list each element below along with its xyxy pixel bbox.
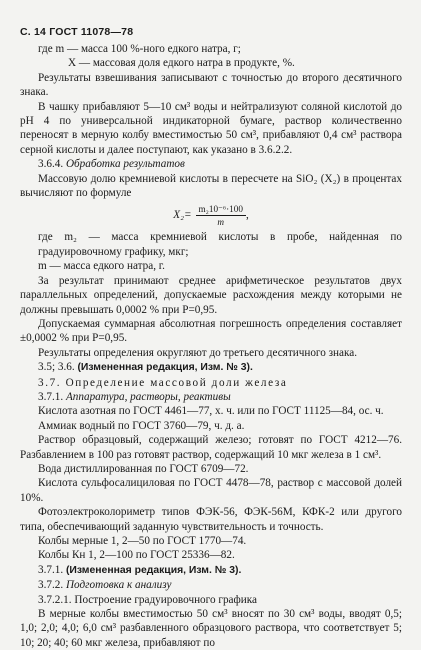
formula — [20, 201, 402, 229]
document-body — [20, 42, 402, 650]
list-item: Колбы Кн 1, 2—100 по ГОСТ 25336—82. — [38, 549, 235, 562]
section-title: Обработка результатов — [65, 158, 185, 171]
definition-x: X — массовая доля едкого натра в продукте, %. — [68, 57, 295, 70]
list-item: Фотоэлектроколориметр типов ФЭК-56, ФЭК-56М, КФК-2 или другого типа, обеспечивающий заданную чувствительность и точность. — [20, 506, 402, 533]
paragraph: В мерные колбы вместимостью 50 см³ вносят по 30 см³ воды, вводят 0,5; 1,0; 2,0; 4,0; 6,0 см³ разбавленного образцового раствора, что соответствует 5; 10; 20; 40; 60 мкг железа, прибавляют по — [20, 608, 402, 649]
paragraph: В чашку прибавляют 5—10 см³ воды и нейтрализуют соляной кислотой до pH 4 по универсальной индикаторной бумаге, раствор количественно переносят в мерную колбу вместимостью 50 см³, прибавляют 0,4 см³ раствора серной кислоты и далее поступают, как указано в 3.6.2.2. — [20, 100, 402, 156]
section-number: 3.6.4. — [38, 158, 64, 171]
section-heading — [20, 390, 402, 404]
paragraph: Результаты определения округляют до третьего десятичного знака. — [38, 346, 358, 359]
list-item: Вода дистиллированная по ГОСТ 6709—72. — [38, 462, 249, 475]
formula-tail: , — [245, 209, 249, 222]
section-number: 3.7.1. — [38, 390, 64, 403]
paragraph: Результаты взвешивания записывают с точностью до второго десятичного знака. — [20, 71, 402, 99]
section-title: Аппаратура, растворы, реактивы — [65, 390, 231, 403]
section-heading: 3.7. Определение массовой доли железа — [38, 376, 288, 389]
list-item: Кислота сульфосалициловая по ГОСТ 4478—78, раствор с массовой долей 10%. — [20, 477, 402, 504]
amendment-text: (Измененная редакция, Изм. № 3). — [65, 564, 242, 576]
formula-denominator: m — [217, 216, 225, 227]
definition-m2: где m₂ — масса кремниевой кислоты в пробе, найденная по градуировочному графику, мкг; — [38, 231, 402, 258]
subsection-heading: 3.7.2.1. Построение градуировочного графика — [38, 593, 257, 606]
formula-numerator: m₂10⁻⁶·100 — [196, 204, 246, 216]
page-header: С. 14 ГОСТ 11078—78 — [20, 26, 134, 38]
amendment-text: (Измененная редакция, Изм. № 3). — [77, 362, 253, 374]
list-item: Аммиак водный по ГОСТ 3760—79, ч. д. а. — [38, 419, 245, 432]
amendment-note — [20, 563, 402, 578]
formula-fraction — [196, 204, 246, 227]
section-heading — [20, 157, 402, 171]
list-item: Кислота азотная по ГОСТ 4461—77, х. ч. или по ГОСТ 11125—84, ос. ч. — [38, 405, 384, 418]
list-item: Раствор образцовый, содержащий железо; готовят по ГОСТ 4212—76. Разбавлением в 100 раз готовят раствор, содержащий 10 мкг железа в 1 см³. — [20, 434, 402, 461]
definition-m: где m — масса 100 %-ного едкого натра, г; — [38, 43, 241, 55]
amendment-ref: 3.5; 3.6. — [38, 361, 75, 374]
amendment-note — [20, 360, 402, 375]
section-number: 3.7.2. — [38, 579, 64, 592]
definition-m: m — масса едкого натра, г. — [38, 260, 165, 273]
amendment-ref: 3.7.1. — [38, 563, 64, 576]
section-title: Подготовка к анализу — [65, 579, 172, 592]
list-item: Колбы мерные 1, 2—50 по ГОСТ 1770—74. — [38, 535, 247, 547]
paragraph: Массовую долю кремниевой кислоты в пересчете на SiO₂ (X₂) в процентах вычисляют по формуле — [20, 172, 402, 200]
paragraph: Допускаемая суммарная абсолютная погрешность определения составляет ±0,0002 % при P=0,95. — [20, 317, 402, 345]
paragraph: За результат принимают среднее арифметическое результатов двух параллельных определений, допускаемые расхождения между которыми не должны превышать 0,0002 % при P=0,95. — [20, 274, 402, 316]
section-heading — [20, 578, 402, 592]
formula-lhs: X₂= — [173, 209, 192, 222]
